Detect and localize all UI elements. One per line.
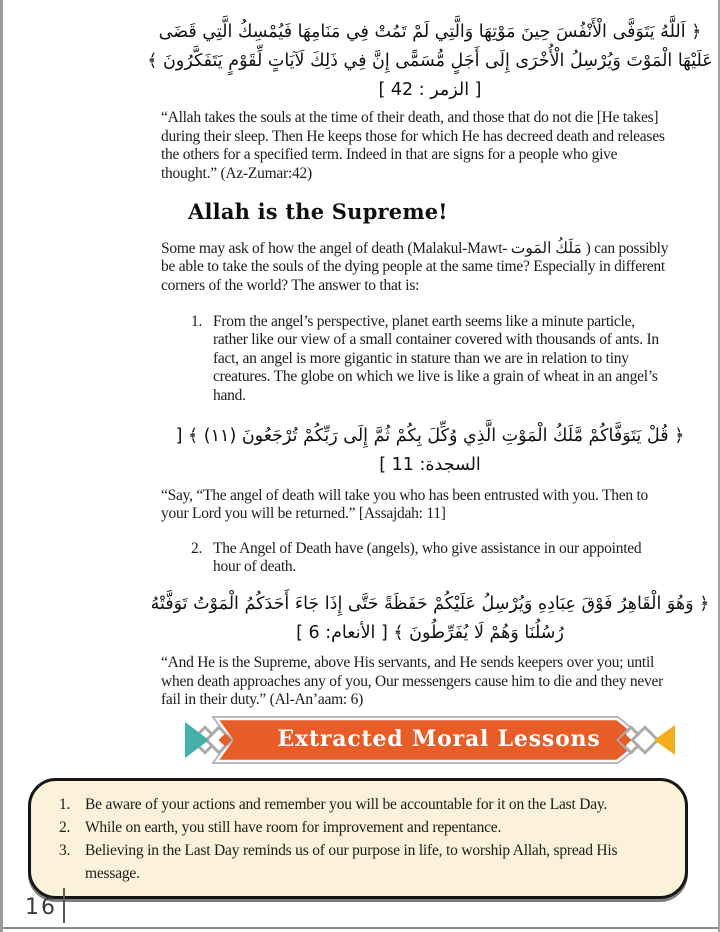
point-number: 1. — [191, 312, 203, 330]
lesson-item — [59, 793, 669, 816]
lesson-item — [59, 839, 669, 885]
page-bottom-edge — [3, 927, 718, 929]
lesson-item — [59, 816, 669, 839]
moral-lessons-box — [28, 778, 688, 899]
quran-verse-2-arabic: ﴿ قُلْ يَتَوَفَّاكُمْ مَّلَكُ الْمَوْتِ الَّذِي وُكِّلَ بِكُمْ ثُمَّ إِلَى رَبِّكُمْ تُرْجَعُونَ (١١) ﴾ [ السجدة: 11 ] — [175, 425, 685, 475]
quran-verse-1-arabic: ﴿ اَللَّهُ يَتَوَفَّى الْأَنْفُسَ حِينَ مَوْتِهَا وَالَّتِي لَمْ تَمُتْ فِي مَنَامِهَا فَيُمْسِكُ الَّتِي قَضَى عَلَيْهَا الْمَوْتَ وَيُرْسِلُ الْأُخْرَى إِلَى أَجَلٍ مُّسَمًّى إِنَّ فِي ذَلِكَ لَآيَاتٍ لِّقَوْمٍ يَتَفَكَّرُونَ ﴾ [ الزمر : 42 ] — [147, 22, 713, 100]
quran-verse-2-translation: “Say, “The angel of death will take you who has been entrusted with you. Then to your Lord you will be returned.” [Assajdah: 11] — [161, 486, 649, 523]
point-text: The Angel of Death have (angels), who give assistance in our appointed hour of death. — [213, 539, 642, 576]
point-text: From the angel’s perspective, planet earth seems like a minute particle, rather like our view of a small container covered with thousands of ants. In fact, an angel is more gigantic in stature than we are in relation to tiny creatures. The globe on which we live is like a grain of wheat in an angel’s hand. — [213, 312, 659, 405]
point-number: 2. — [191, 539, 203, 557]
lesson-text: While on earth, you still have room for improvement and repentance. — [85, 819, 502, 836]
moral-lessons-banner — [184, 716, 676, 764]
lesson-number: 3. — [59, 842, 71, 859]
numbered-point-1 — [191, 313, 665, 406]
gold-triangle-icon — [654, 725, 675, 755]
banner-title: Extracted Moral Lessons — [277, 726, 601, 752]
numbered-point-2 — [191, 540, 665, 577]
lesson-text: Be aware of your actions and remember you will be accountable for it on the Last Day. — [85, 796, 608, 813]
page-number-divider — [63, 888, 65, 923]
quran-verse-1-translation: “Allah takes the souls at the time of their death, and those that do not die [He takes] during their sleep. Then He keeps those for which He has decreed death and releases the others for a specified term. Indeed in that are signs for a people who give thought.” (Az-Zumar:42) — [161, 109, 665, 182]
quran-verse-3-arabic: ﴿ وَهُوَ الْقَاهِرُ فَوْقَ عِبَادِهِ وَيُرْسِلُ عَلَيْكُمْ حَفَظَةً حَتَّى إِذَا جَاءَ أَحَدَكُمُ الْمَوْتُ تَوَفَّتْهُ رُسُلُنَا وَهُمْ لَا يُفَرِّطُونَ ﴾ [ الأنعام: 6 ] — [150, 594, 710, 643]
lesson-number: 1. — [59, 796, 71, 813]
page-number: 16 — [25, 895, 57, 920]
lesson-number: 2. — [59, 819, 71, 836]
section-heading: Allah is the Supreme! — [188, 198, 448, 224]
intro-paragraph: Some may ask of how the angel of death (Malakul-Mawt- مَلَكُ المَوت ) can possibly be able to take the souls of the dying people at the same time? Especially in different corners of the world? The answer to that is: — [161, 239, 669, 295]
quran-verse-3-translation: “And He is the Supreme, above His servants, and He sends keepers over you; until when death approaches any of you, Our messengers cause him to die and they never fail in their duty.” (Al-An’aam: 6) — [161, 654, 664, 709]
lesson-text: Believing in the Last Day reminds us of our purpose in life, to worship Allah, spread His message. — [85, 842, 618, 882]
